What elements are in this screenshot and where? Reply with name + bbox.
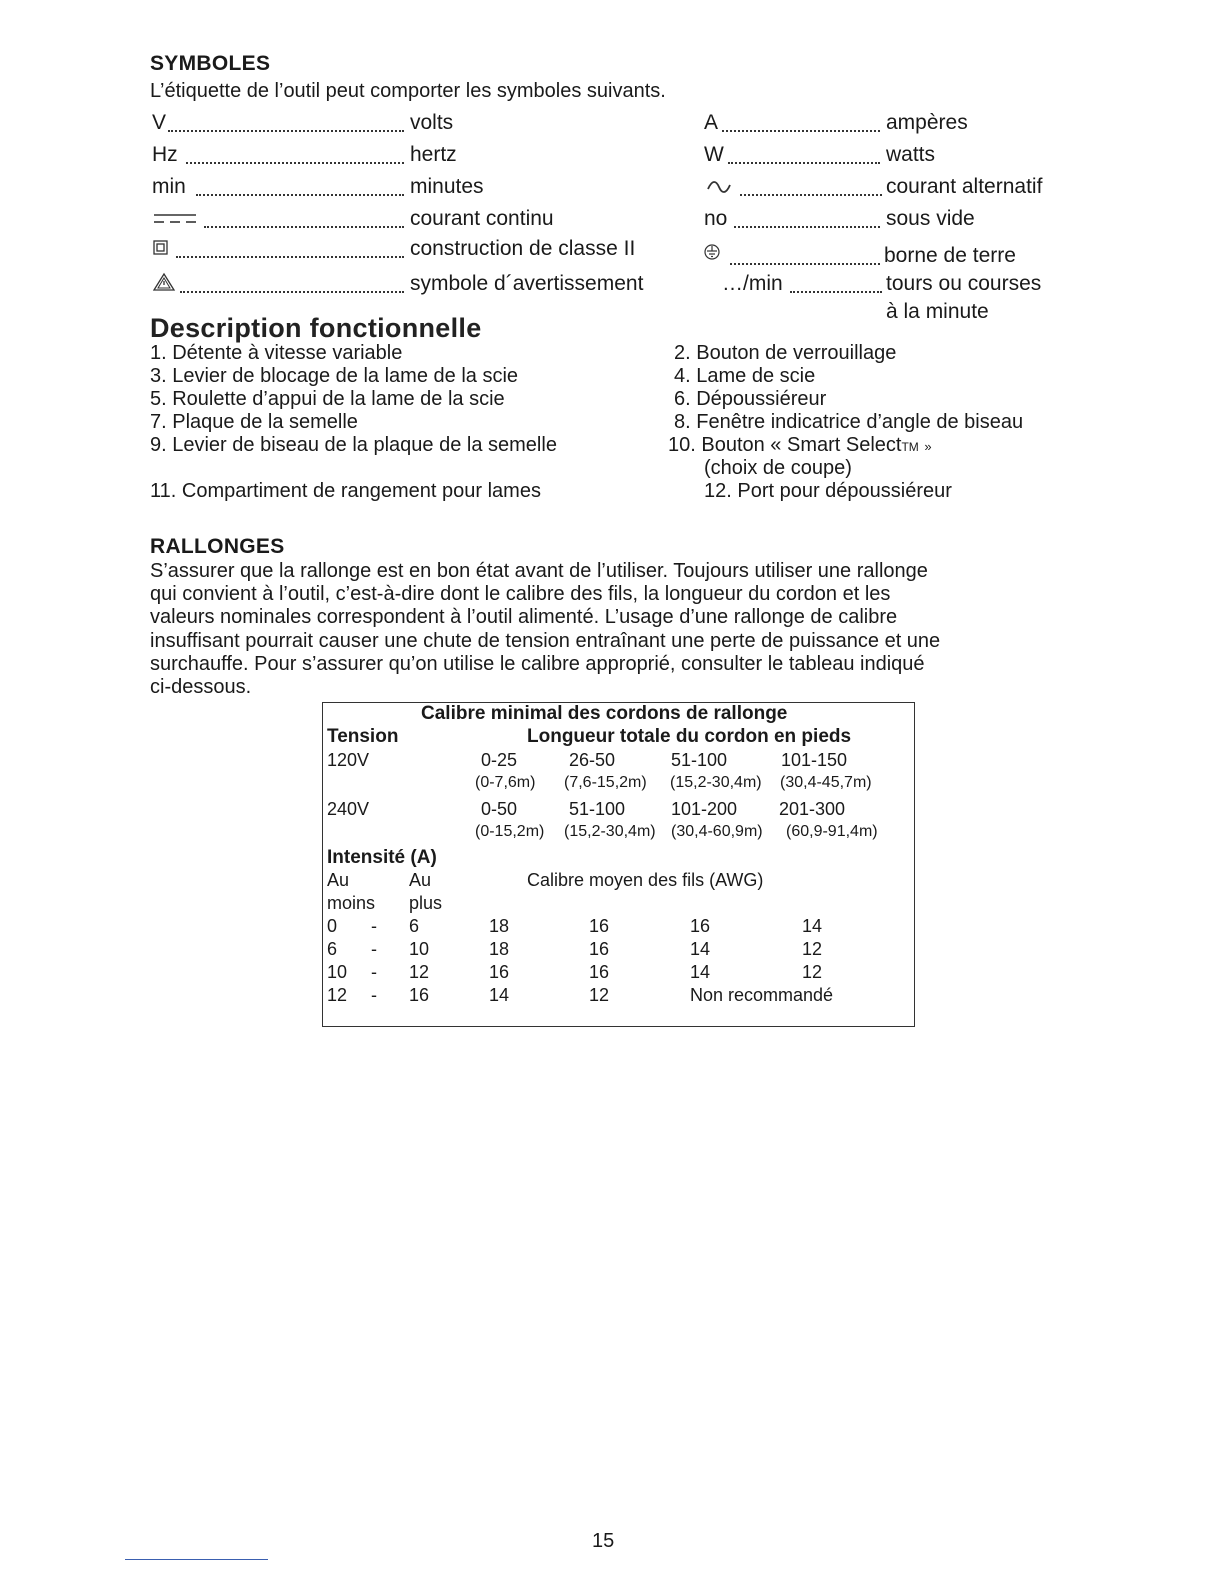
meaning-per-minute: tours ou courses xyxy=(886,272,1042,295)
v120-metric: (30,4-45,7m) xyxy=(780,774,872,791)
rallonges-paragraph xyxy=(150,560,1060,699)
row-dash: - xyxy=(371,939,377,959)
awg-cell: 18 xyxy=(489,916,510,936)
page-number: 15 xyxy=(592,1530,615,1552)
leader-dots xyxy=(790,291,882,293)
awg-cell: 16 xyxy=(690,916,711,936)
list-item: 4. Lame de scie xyxy=(674,365,816,387)
v120-metric: (7,6-15,2m) xyxy=(564,774,647,791)
row-dash: - xyxy=(371,916,377,936)
meaning-ground: borne de terre xyxy=(884,244,1016,267)
paragraph-line: valeurs nominales correspondent à l’outil alimenté. L’usage d’une rallonge de calibre xyxy=(150,606,898,629)
symbol-no-load: no xyxy=(704,207,728,230)
list-item: 10. Bouton « Smart Select xyxy=(668,434,902,456)
meaning-volts: volts xyxy=(410,111,454,134)
row-max: 6 xyxy=(409,916,420,936)
awg-cell: 16 xyxy=(589,939,610,959)
v240-metric: (30,4-60,9m) xyxy=(671,823,763,840)
list-item: 3. Levier de blocage de la lame de la scie xyxy=(150,365,519,387)
leader-dots xyxy=(740,194,882,196)
awg-cell: 14 xyxy=(489,985,510,1005)
symbols-heading: SYMBOLES xyxy=(150,52,271,75)
leader-dots xyxy=(204,226,404,228)
v120-range: 51-100 xyxy=(671,750,728,770)
row-min: 0 xyxy=(327,916,338,936)
meaning-minutes: minutes xyxy=(410,175,484,198)
v120-range: 0-25 xyxy=(481,750,518,770)
class-ii-icon xyxy=(153,240,168,255)
symbol-hertz: Hz xyxy=(152,143,178,166)
leader-dots xyxy=(734,226,880,228)
v120-range: 26-50 xyxy=(569,750,616,770)
leader-dots xyxy=(168,130,404,132)
leader-dots xyxy=(186,162,404,164)
v240-label: 240V xyxy=(327,799,370,819)
paragraph-line: surchauffe. Pour s’assurer qu’on utilise le calibre approprié, consulter le tableau indiqué xyxy=(150,652,925,675)
symbol-watts: W xyxy=(704,143,724,166)
leader-dots xyxy=(176,256,404,258)
closing-guillemet: » xyxy=(924,439,932,454)
col-au-max: Au xyxy=(409,870,432,890)
awg-cell: 12 xyxy=(802,962,823,982)
leader-dots xyxy=(730,263,880,265)
awg-cell: 16 xyxy=(589,962,610,982)
symbol-per-minute: …/min xyxy=(722,272,783,295)
list-item: 6. Dépoussiéreur xyxy=(674,388,827,410)
meaning-ac: courant alternatif xyxy=(886,175,1043,198)
list-item-smart-select xyxy=(668,434,932,459)
list-item: 7. Plaque de la semelle xyxy=(150,411,358,433)
list-item-line2: (choix de coupe) xyxy=(704,457,852,479)
row-min: 12 xyxy=(327,985,348,1005)
symbol-minutes: min xyxy=(152,175,186,198)
v240-range: 51-100 xyxy=(569,799,626,819)
dc-current-icon xyxy=(153,212,197,226)
list-item: 1. Détente à vitesse variable xyxy=(150,342,403,364)
awg-cell: 16 xyxy=(589,916,610,936)
leader-dots xyxy=(180,291,404,293)
list-item: 2. Bouton de verrouillage xyxy=(674,342,897,364)
warning-icon xyxy=(152,272,176,292)
ac-current-icon xyxy=(706,180,732,194)
awg-cell: 16 xyxy=(489,962,510,982)
row-max: 10 xyxy=(409,939,430,959)
table-title: Calibre minimal des cordons de rallonge xyxy=(421,703,788,724)
awg-cell: 14 xyxy=(690,962,711,982)
rallonges-heading: RALLONGES xyxy=(150,535,285,558)
meaning-class-ii: construction de classe II xyxy=(410,237,636,260)
meaning-watts: watts xyxy=(886,143,936,166)
meaning-no-load: sous vide xyxy=(886,207,975,230)
v240-metric: (15,2-30,4m) xyxy=(564,823,656,840)
meaning-dc: courant continu xyxy=(410,207,554,230)
row-dash: - xyxy=(371,985,377,1005)
paragraph-line: insuffisant pourrait causer une chute de tension entraînant une perte de puissance et une xyxy=(150,629,941,652)
awg-cell: 18 xyxy=(489,939,510,959)
leader-dots xyxy=(722,130,880,132)
row-min: 6 xyxy=(327,939,338,959)
v120-label: 120V xyxy=(327,750,370,770)
v240-metric: (60,9-91,4m) xyxy=(786,823,878,840)
symbol-volts: V xyxy=(152,111,167,134)
intensity-label: Intensité (A) xyxy=(327,847,437,868)
awg-cell: 14 xyxy=(690,939,711,959)
col-au-min: Au xyxy=(327,870,350,890)
symbols-intro: L’étiquette de l’outil peut comporter les symboles suivants. xyxy=(150,80,666,102)
list-item: 5. Roulette d’appui de la lame de la scie xyxy=(150,388,505,410)
v240-range: 0-50 xyxy=(481,799,518,819)
footer-rule xyxy=(125,1559,268,1560)
list-item: 9. Levier de biseau de la plaque de la semelle xyxy=(150,434,557,456)
v240-range: 201-300 xyxy=(779,799,846,819)
length-label: Longueur totale du cordon en pieds xyxy=(527,726,852,747)
row-max: 12 xyxy=(409,962,430,982)
meaning-amperes: ampères xyxy=(886,111,968,134)
awg-cell: 12 xyxy=(802,939,823,959)
awg-label: Calibre moyen des fils (AWG) xyxy=(527,870,764,890)
list-item: 12. Port pour dépoussiéreur xyxy=(704,480,952,502)
v120-metric: (0-7,6m) xyxy=(475,774,536,791)
meaning-hertz: hertz xyxy=(410,143,457,166)
list-item: 11. Compartiment de rangement pour lames xyxy=(150,480,541,502)
row-dash: - xyxy=(371,962,377,982)
symbol-amperes: A xyxy=(704,111,719,134)
awg-cell: 12 xyxy=(589,985,610,1005)
trademark: TM xyxy=(901,440,919,454)
extension-cord-table xyxy=(322,702,915,1027)
v240-range: 101-200 xyxy=(671,799,738,819)
leader-dots xyxy=(728,162,880,164)
v120-range: 101-150 xyxy=(781,750,848,770)
v240-metric: (0-15,2m) xyxy=(475,823,545,840)
row-max: 16 xyxy=(409,985,430,1005)
awg-cell: Non recommandé xyxy=(690,985,834,1005)
awg-cell: 14 xyxy=(802,916,823,936)
leader-dots xyxy=(196,194,404,196)
list-item: 8. Fenêtre indicatrice d’angle de biseau xyxy=(674,411,1024,433)
tension-label: Tension xyxy=(327,726,399,747)
col-moins: moins xyxy=(327,893,376,913)
meaning-warning: symbole d´avertissement xyxy=(410,272,644,295)
ground-icon xyxy=(704,244,720,260)
paragraph-line: ci-dessous. xyxy=(150,676,252,699)
col-plus: plus xyxy=(409,893,443,913)
description-heading: Description fonctionnelle xyxy=(150,313,482,343)
v120-metric: (15,2-30,4m) xyxy=(670,774,762,791)
paragraph-line: S’assurer que la rallonge est en bon état avant de l’utiliser. Toujours utiliser une rallonge xyxy=(150,560,928,582)
meaning-per-minute-line2: à la minute xyxy=(886,300,989,323)
paragraph-line: qui convient à l’outil, c’est-à-dire dont le calibre des fils, la longueur du cordon et les xyxy=(150,583,891,606)
row-min: 10 xyxy=(327,962,348,982)
